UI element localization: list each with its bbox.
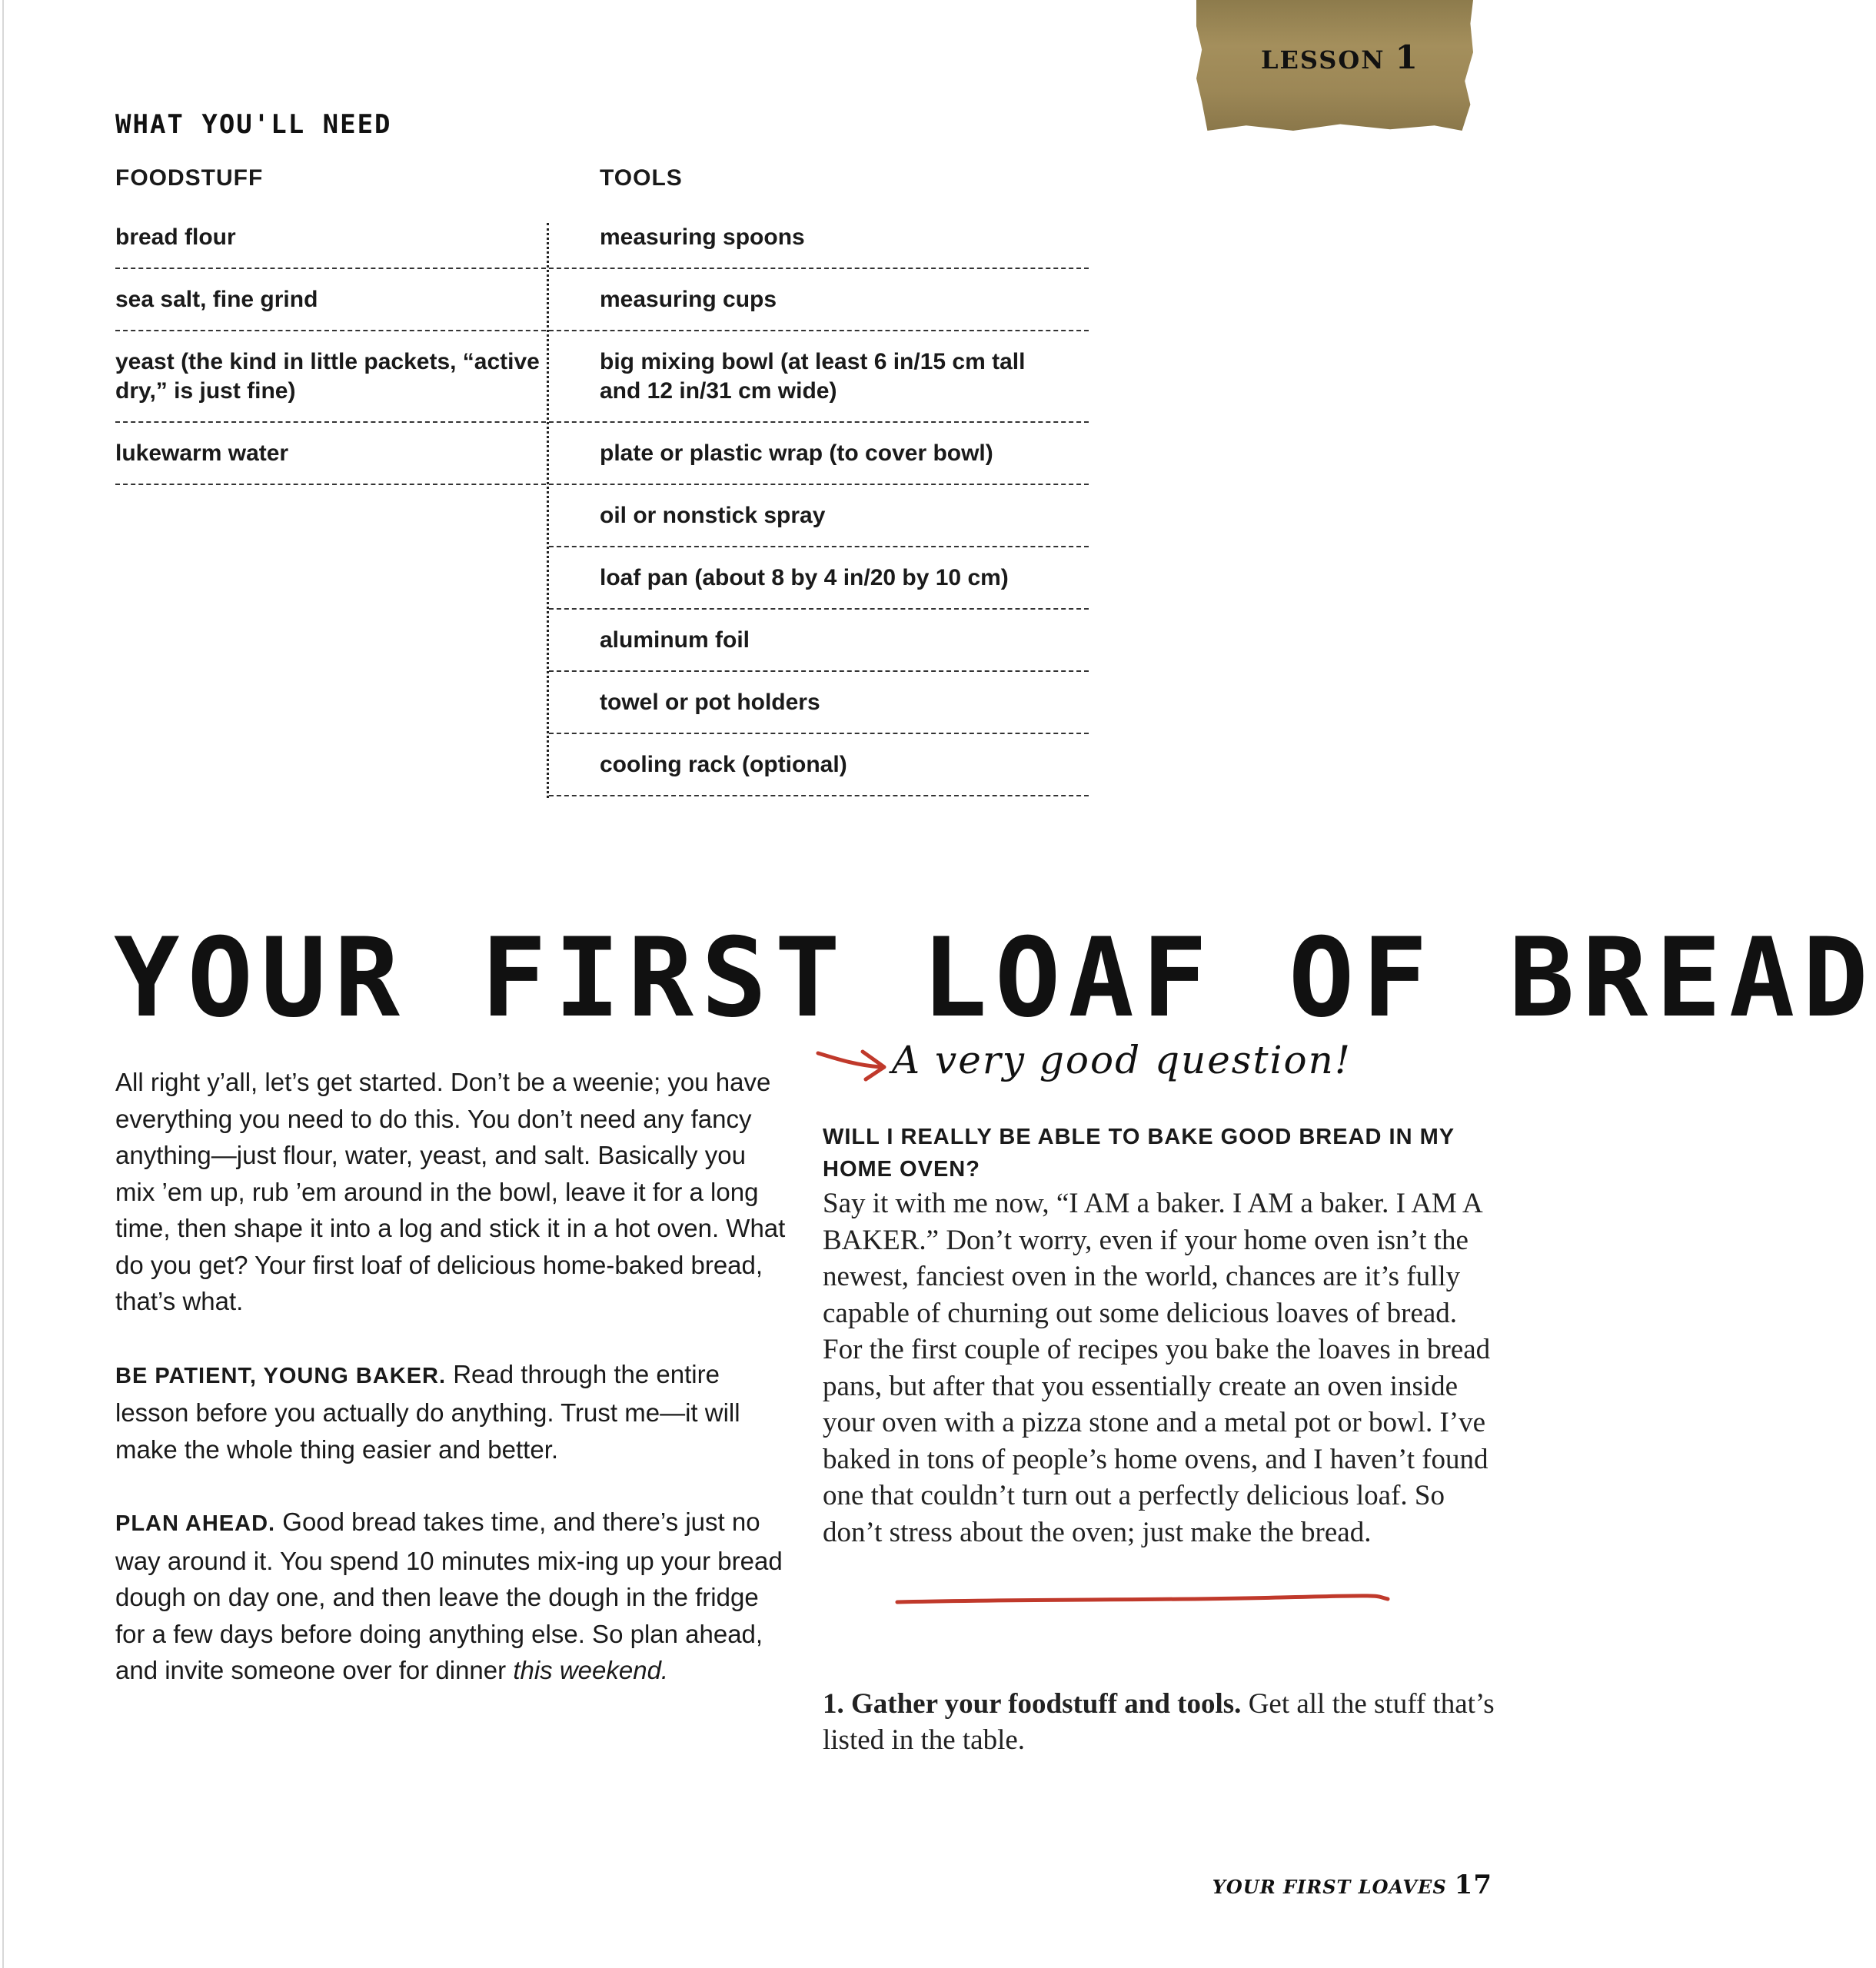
tool-item: aluminum foil (549, 617, 1089, 672)
aside-label: A very good question! (892, 1038, 1352, 1082)
tools-heading: TOOLS (600, 165, 683, 191)
tip-plan-ahead (115, 1504, 792, 1689)
foodstuff-heading: FOODSTUFF (115, 165, 264, 191)
tool-item: oil or nonstick spray (549, 492, 1089, 547)
tool-item: big mixing bowl (at least 6 in/15 cm tall and 12 in/31 cm wide) (549, 338, 1089, 423)
page-number: 17 (1454, 1870, 1492, 1900)
foodstuff-item: yeast (the kind in little packets, “active dry,” is just fine) (115, 338, 546, 423)
tip-lead: PLAN AHEAD. (115, 1511, 276, 1536)
tip-patient (115, 1356, 792, 1468)
lesson-label: LESSON 1 (1261, 38, 1419, 76)
tool-item: cooling rack (optional) (549, 741, 1089, 796)
tool-item: plate or plastic wrap (to cover bowl) (549, 430, 1089, 485)
arrow-icon (815, 1036, 892, 1082)
page-title: YOUR FIRST LOAF OF BREAD (114, 915, 1876, 1042)
tool-item: loaf pan (about 8 by 4 in/20 by 10 cm) (549, 554, 1089, 610)
table-column-divider (547, 223, 549, 798)
tip-emphasis: this weekend. (513, 1656, 669, 1684)
step-1: 1. Gather your foodstuff and tools. Get all the stuff that’s listed in the table. (823, 1688, 1495, 1756)
needs-title: WHAT YOU'LL NEED (115, 109, 392, 140)
page-edge-rule (2, 0, 4, 1968)
page-footer (1212, 1870, 1492, 1900)
red-underline (896, 1593, 1395, 1608)
tool-item: measuring cups (549, 276, 1089, 331)
tip-text: Read through the entire lesson before you actually do anything. Trust me—it will make the whole thing easier and better. (115, 1359, 740, 1464)
tip-lead: BE PATIENT, YOUNG BAKER. (115, 1363, 447, 1388)
intro-paragraph: All right y’all, let’s get started. Don’t be a weenie; you have everything you need to do this. You don’t need any fancy anything—just flour, water, yeast, and salt. Basically you mix ’em up, rub ’em around in the bowl, leave it for a long time, then shape it into a log and stick it in a hot oven. What do you get? Your first loaf of delicious home-baked bread, that’s what. (115, 1068, 786, 1315)
step-text: Get all the stuff that’s listed in the table. (823, 1688, 1495, 1756)
footer-section: YOUR FIRST LOAVES (1212, 1876, 1447, 1898)
tool-item: measuring spoons (549, 214, 1089, 269)
foodstuff-item: sea salt, fine grind (115, 276, 546, 331)
tool-item: towel or pot holders (549, 679, 1089, 734)
tip-text: Good bread takes time, and there’s just no way around it. You spend 10 minutes mix-ing up your bread dough on day one, and then leave the dough in the fridge for a few days before doing anything else. So plan ahead, and invite someone over for dinner (115, 1508, 783, 1684)
intro-column (115, 1064, 792, 1725)
aside-question: WILL I REALLY BE ABLE TO BAKE GOOD BREAD IN MY HOME OVEN? (823, 1125, 1455, 1182)
foodstuff-item: bread flour (115, 214, 546, 269)
step-lead: Gather your foodstuff and tools. (851, 1688, 1242, 1720)
aside-answer: Say it with me now, “I AM a baker. I AM a baker. I AM A BAKER.” Don’t worry, even if your home oven isn’t the newest, fanciest oven in the world, chances are it’s fully capable of churning out some delicious loaves of bread. For the first couple of recipes you bake the loaves in bread pans, but after that you essentially create an oven inside your oven with a pizza stone and a metal pot or bowl. I’ve baked in tons of people’s home ovens, and I haven’t found one that couldn’t turn out a perfectly delicious loaf. So don’t stress about the oven; just make the bread. (823, 1188, 1491, 1548)
foodstuff-item: lukewarm water (115, 430, 546, 485)
